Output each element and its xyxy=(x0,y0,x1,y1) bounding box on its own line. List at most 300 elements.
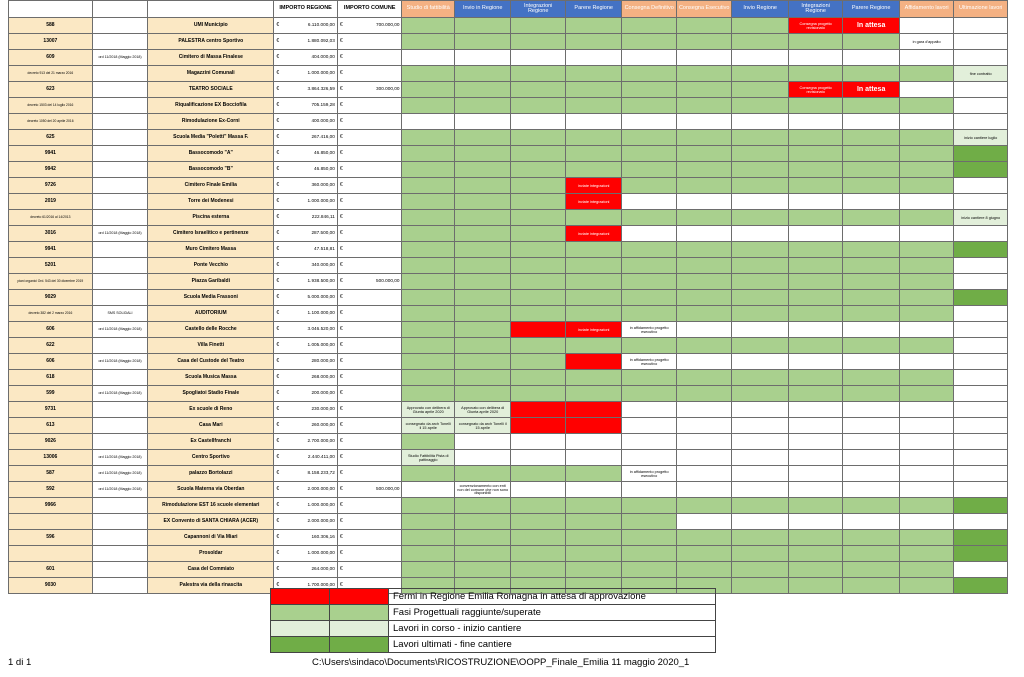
row-phase-4-cell xyxy=(622,418,676,434)
row-id-cell: 3016 xyxy=(9,226,93,242)
row-phase-2-cell xyxy=(511,146,565,162)
row-phase-7-cell xyxy=(788,258,842,274)
row-phase-8-cell xyxy=(843,258,900,274)
legend-swatch xyxy=(271,589,330,605)
row-com-euro-sign: € xyxy=(337,450,345,466)
row-phase-5-cell xyxy=(676,466,731,482)
row-importo-regione: 404.000,00 xyxy=(282,50,337,66)
table-row xyxy=(9,146,1008,162)
table-row xyxy=(9,178,1008,194)
row-reg-euro-sign: € xyxy=(274,274,282,290)
row-phase-1-cell xyxy=(454,226,511,242)
row-phase-6-cell xyxy=(732,546,789,562)
row-phase-3-cell xyxy=(565,466,622,482)
row-phase-2-cell xyxy=(511,290,565,306)
row-phase-4-cell: in affidamento progetto esecutivo xyxy=(622,354,676,370)
row-phase-1-cell: Approvato con delibera di Giunta aprile 2020 xyxy=(454,402,511,418)
row-importo-comune xyxy=(345,130,402,146)
row-phase-5-cell xyxy=(676,402,731,418)
row-importo-regione: 8.158.233,72 xyxy=(282,466,337,482)
row-com-euro-sign: € xyxy=(337,546,345,562)
row-com-euro-sign: € xyxy=(337,418,345,434)
row-importo-regione: 340.000,00 xyxy=(282,258,337,274)
row-phase-6-cell xyxy=(732,306,789,322)
row-phase-9-cell xyxy=(899,514,953,530)
row-phase-4-cell xyxy=(622,530,676,546)
row-importo-comune xyxy=(345,546,402,562)
row-phase-1-cell xyxy=(454,514,511,530)
row-id-cell: 587 xyxy=(9,466,93,482)
row-phase-8-cell xyxy=(843,386,900,402)
row-phase-3-cell xyxy=(565,434,622,450)
row-phase-10-cell xyxy=(954,98,1008,114)
row-id-cell xyxy=(9,546,93,562)
row-phase-8-cell xyxy=(843,498,900,514)
row-phase-4-cell xyxy=(622,402,676,418)
row-id-cell: 609 xyxy=(9,50,93,66)
row-phase-9-cell xyxy=(899,434,953,450)
table-row xyxy=(9,466,1008,482)
row-phase-2-cell xyxy=(511,418,565,434)
row-phase-7-cell xyxy=(788,98,842,114)
row-phase-6-cell xyxy=(732,50,789,66)
row-phase-8-cell xyxy=(843,578,900,594)
row-phase-5-cell xyxy=(676,82,731,98)
row-phase-0-cell xyxy=(402,146,454,162)
row-phase-8-cell xyxy=(843,402,900,418)
row-importo-comune xyxy=(345,226,402,242)
row-phase-7-cell xyxy=(788,146,842,162)
row-name-cell: Riqualificazione EX Bocciofila xyxy=(148,98,274,114)
row-importo-comune xyxy=(345,402,402,418)
row-phase-3-cell xyxy=(565,114,622,130)
row-phase-3-cell xyxy=(565,562,622,578)
row-phase-3-cell xyxy=(565,290,622,306)
row-phase-8-cell xyxy=(843,546,900,562)
row-importo-comune xyxy=(345,530,402,546)
row-phase-10-cell xyxy=(954,258,1008,274)
row-phase-2-cell xyxy=(511,226,565,242)
row-reg-euro-sign: € xyxy=(274,498,282,514)
row-phase-10-cell xyxy=(954,562,1008,578)
row-phase-8-cell xyxy=(843,370,900,386)
row-phase-5-cell xyxy=(676,162,731,178)
row-importo-comune: 700.000,00 xyxy=(345,18,402,34)
row-phase-5-cell xyxy=(676,530,731,546)
row-note-cell xyxy=(92,562,147,578)
header-phase-4: Consegna Definitivo xyxy=(622,1,676,18)
row-id-cell: decreto 1050 del 20 aprile 2016 xyxy=(9,114,93,130)
row-note-cell xyxy=(92,546,147,562)
row-note-cell xyxy=(92,98,147,114)
row-phase-4-cell xyxy=(622,178,676,194)
row-phase-5-cell xyxy=(676,18,731,34)
row-phase-0-cell xyxy=(402,386,454,402)
row-importo-regione: 47.518,81 xyxy=(282,242,337,258)
row-phase-4-cell xyxy=(622,370,676,386)
header-phase-9: Affidamento lavori xyxy=(899,1,953,18)
row-phase-8-cell xyxy=(843,130,900,146)
row-phase-9-cell xyxy=(899,50,953,66)
row-phase-0-cell xyxy=(402,290,454,306)
row-phase-3-cell: inviate integrazioni xyxy=(565,226,622,242)
row-reg-euro-sign: € xyxy=(274,50,282,66)
row-com-euro-sign: € xyxy=(337,18,345,34)
table-row xyxy=(9,562,1008,578)
table-row xyxy=(9,290,1008,306)
row-com-euro-sign: € xyxy=(337,82,345,98)
row-name-cell: Ponte Vecchio xyxy=(148,258,274,274)
row-phase-0-cell xyxy=(402,82,454,98)
row-phase-3-cell xyxy=(565,242,622,258)
row-phase-7-cell xyxy=(788,386,842,402)
row-note-cell xyxy=(92,178,147,194)
row-phase-1-cell xyxy=(454,50,511,66)
row-phase-10-cell xyxy=(954,370,1008,386)
row-phase-6-cell xyxy=(732,530,789,546)
row-phase-1-cell xyxy=(454,130,511,146)
row-phase-8-cell xyxy=(843,306,900,322)
row-reg-euro-sign: € xyxy=(274,34,282,50)
row-reg-euro-sign: € xyxy=(274,242,282,258)
header-phase-10: Ultimazione lavori xyxy=(954,1,1008,18)
row-name-cell: Cimitero Finale Emilia xyxy=(148,178,274,194)
row-phase-0-cell xyxy=(402,34,454,50)
row-phase-5-cell xyxy=(676,258,731,274)
row-phase-5-cell xyxy=(676,50,731,66)
row-phase-9-cell xyxy=(899,66,953,82)
row-com-euro-sign: € xyxy=(337,514,345,530)
row-phase-9-cell xyxy=(899,290,953,306)
row-phase-2-cell xyxy=(511,386,565,402)
row-name-cell: Casa Mari xyxy=(148,418,274,434)
row-name-cell: EX Convento di SANTA CHIARA (ACER) xyxy=(148,514,274,530)
row-phase-9-cell xyxy=(899,18,953,34)
row-phase-8-cell xyxy=(843,514,900,530)
row-phase-6-cell xyxy=(732,18,789,34)
row-phase-2-cell xyxy=(511,306,565,322)
row-phase-10-cell xyxy=(954,354,1008,370)
row-note-cell xyxy=(92,242,147,258)
row-reg-euro-sign: € xyxy=(274,482,282,498)
row-phase-4-cell xyxy=(622,162,676,178)
row-reg-euro-sign: € xyxy=(274,466,282,482)
row-phase-6-cell xyxy=(732,482,789,498)
row-phase-4-cell xyxy=(622,82,676,98)
row-importo-comune xyxy=(345,162,402,178)
row-phase-9-cell xyxy=(899,354,953,370)
row-phase-6-cell xyxy=(732,258,789,274)
row-phase-2-cell xyxy=(511,370,565,386)
row-phase-1-cell xyxy=(454,66,511,82)
row-phase-7-cell xyxy=(788,514,842,530)
row-id-cell: 9942 xyxy=(9,162,93,178)
table-row xyxy=(9,514,1008,530)
row-phase-9-cell xyxy=(899,226,953,242)
row-phase-6-cell xyxy=(732,402,789,418)
row-phase-4-cell xyxy=(622,482,676,498)
row-phase-3-cell xyxy=(565,98,622,114)
row-importo-regione: 46.850,00 xyxy=(282,162,337,178)
row-note-cell xyxy=(92,162,147,178)
row-com-euro-sign: € xyxy=(337,466,345,482)
row-note-cell xyxy=(92,434,147,450)
row-phase-4-cell xyxy=(622,450,676,466)
table-row xyxy=(9,546,1008,562)
table-row xyxy=(9,530,1008,546)
row-phase-6-cell xyxy=(732,194,789,210)
row-phase-1-cell xyxy=(454,114,511,130)
row-phase-10-cell xyxy=(954,402,1008,418)
row-phase-4-cell: in affidamento progetto esecutivo xyxy=(622,322,676,338)
row-com-euro-sign: € xyxy=(337,226,345,242)
row-phase-1-cell xyxy=(454,194,511,210)
row-phase-6-cell xyxy=(732,130,789,146)
row-reg-euro-sign: € xyxy=(274,226,282,242)
row-importo-comune xyxy=(345,386,402,402)
row-id-cell: 618 xyxy=(9,370,93,386)
row-phase-5-cell xyxy=(676,98,731,114)
row-phase-9-cell xyxy=(899,114,953,130)
row-com-euro-sign: € xyxy=(337,578,345,594)
row-reg-euro-sign: € xyxy=(274,178,282,194)
row-phase-9-cell xyxy=(899,418,953,434)
row-phase-0-cell xyxy=(402,210,454,226)
row-com-euro-sign: € xyxy=(337,274,345,290)
row-id-cell: 613 xyxy=(9,418,93,434)
row-name-cell: Bassocomodo "A" xyxy=(148,146,274,162)
row-phase-10-cell xyxy=(954,450,1008,466)
header-phase-0: Studio di fattibilità xyxy=(402,1,454,18)
row-phase-0-cell xyxy=(402,98,454,114)
header-importo-regione: IMPORTO REGIONE xyxy=(274,1,338,18)
row-phase-6-cell xyxy=(732,66,789,82)
row-phase-1-cell xyxy=(454,146,511,162)
row-phase-6-cell xyxy=(732,418,789,434)
row-name-cell: Spogliatoi Stadio Finale xyxy=(148,386,274,402)
row-phase-5-cell xyxy=(676,130,731,146)
row-phase-0-cell xyxy=(402,130,454,146)
row-phase-6-cell xyxy=(732,578,789,594)
row-phase-0-cell xyxy=(402,482,454,498)
row-name-cell: palazzo Bortolazzi xyxy=(148,466,274,482)
row-phase-3-cell: inviate integrazioni xyxy=(565,322,622,338)
row-phase-7-cell xyxy=(788,562,842,578)
row-phase-3-cell xyxy=(565,354,622,370)
row-phase-1-cell xyxy=(454,178,511,194)
row-id-cell: 13007 xyxy=(9,34,93,50)
row-name-cell: Capannoni di Via Miari xyxy=(148,530,274,546)
row-phase-9-cell xyxy=(899,82,953,98)
row-id-cell: 9966 xyxy=(9,498,93,514)
row-phase-4-cell xyxy=(622,50,676,66)
row-phase-6-cell xyxy=(732,514,789,530)
row-phase-8-cell: In attesa xyxy=(843,82,900,98)
row-phase-8-cell xyxy=(843,354,900,370)
row-id-cell: 625 xyxy=(9,130,93,146)
row-phase-6-cell xyxy=(732,98,789,114)
row-phase-3-cell xyxy=(565,18,622,34)
row-name-cell: Villa Finetti xyxy=(148,338,274,354)
row-phase-0-cell xyxy=(402,306,454,322)
row-phase-8-cell xyxy=(843,242,900,258)
row-phase-6-cell xyxy=(732,498,789,514)
row-com-euro-sign: € xyxy=(337,146,345,162)
table-row xyxy=(9,274,1008,290)
legend-label: Fasi Progettuali raggiunte/superate xyxy=(389,605,716,621)
header-phase-6: Invio Regione xyxy=(732,1,789,18)
row-phase-10-cell xyxy=(954,498,1008,514)
row-phase-7-cell xyxy=(788,130,842,146)
row-phase-7-cell xyxy=(788,546,842,562)
row-importo-comune xyxy=(345,498,402,514)
table-row xyxy=(9,130,1008,146)
row-name-cell: UMI Municipio xyxy=(148,18,274,34)
row-reg-euro-sign: € xyxy=(274,514,282,530)
row-phase-8-cell xyxy=(843,162,900,178)
row-note-cell: ord 11/2018 (Maggio 2018) xyxy=(92,226,147,242)
row-name-cell: Rimodulazione Ex-Corni xyxy=(148,114,274,130)
page-indicator: 1 di 1 xyxy=(8,657,32,668)
legend-label: Lavori ultimati - fine cantiere xyxy=(389,637,716,653)
row-phase-10-cell: inizio cantiere luglio xyxy=(954,130,1008,146)
row-phase-0-cell xyxy=(402,226,454,242)
row-name-cell: Ex scuole di Reno xyxy=(148,402,274,418)
row-phase-8-cell xyxy=(843,450,900,466)
row-phase-5-cell xyxy=(676,34,731,50)
row-importo-comune xyxy=(345,434,402,450)
row-phase-9-cell xyxy=(899,338,953,354)
row-phase-10-cell xyxy=(954,530,1008,546)
row-phase-4-cell xyxy=(622,514,676,530)
row-phase-2-cell xyxy=(511,98,565,114)
row-note-cell xyxy=(92,402,147,418)
table-row xyxy=(9,162,1008,178)
row-phase-7-cell xyxy=(788,242,842,258)
row-note-cell xyxy=(92,578,147,594)
row-phase-4-cell xyxy=(622,338,676,354)
row-phase-0-cell xyxy=(402,514,454,530)
row-id-cell: 606 xyxy=(9,322,93,338)
row-importo-regione: 264.000,00 xyxy=(282,562,337,578)
row-importo-regione: 268.000,00 xyxy=(282,370,337,386)
row-com-euro-sign: € xyxy=(337,210,345,226)
row-phase-8-cell xyxy=(843,98,900,114)
row-phase-9-cell xyxy=(899,546,953,562)
row-name-cell: Piscina esterna xyxy=(148,210,274,226)
table-row xyxy=(9,114,1008,130)
row-phase-9-cell xyxy=(899,130,953,146)
table-row xyxy=(9,66,1008,82)
row-phase-3-cell xyxy=(565,50,622,66)
row-phase-3-cell xyxy=(565,274,622,290)
row-phase-8-cell xyxy=(843,434,900,450)
row-phase-0-cell xyxy=(402,434,454,450)
row-phase-0-cell xyxy=(402,530,454,546)
row-phase-8-cell xyxy=(843,66,900,82)
row-phase-1-cell xyxy=(454,354,511,370)
row-note-cell xyxy=(92,370,147,386)
row-phase-0-cell xyxy=(402,274,454,290)
row-phase-3-cell xyxy=(565,482,622,498)
row-phase-6-cell xyxy=(732,562,789,578)
header-phase-1: Invio in Regione xyxy=(454,1,511,18)
row-phase-4-cell xyxy=(622,66,676,82)
row-phase-2-cell xyxy=(511,338,565,354)
row-com-euro-sign: € xyxy=(337,434,345,450)
legend-swatch xyxy=(271,605,330,621)
row-id-cell xyxy=(9,514,93,530)
row-phase-0-cell xyxy=(402,50,454,66)
row-reg-euro-sign: € xyxy=(274,546,282,562)
row-note-cell: SMS SOLIDALI xyxy=(92,306,147,322)
row-phase-6-cell xyxy=(732,34,789,50)
row-phase-10-cell xyxy=(954,322,1008,338)
row-phase-6-cell xyxy=(732,354,789,370)
row-com-euro-sign: € xyxy=(337,562,345,578)
row-phase-9-cell xyxy=(899,274,953,290)
row-phase-2-cell xyxy=(511,546,565,562)
row-phase-9-cell xyxy=(899,578,953,594)
row-phase-10-cell xyxy=(954,482,1008,498)
table-row xyxy=(9,50,1008,66)
row-phase-0-cell xyxy=(402,178,454,194)
row-importo-regione: 267.416,00 xyxy=(282,130,337,146)
row-phase-8-cell xyxy=(843,530,900,546)
row-phase-6-cell xyxy=(732,226,789,242)
row-reg-euro-sign: € xyxy=(274,82,282,98)
row-phase-1-cell: consegnato da arch Tonelli il 15 aprile xyxy=(454,418,511,434)
row-phase-10-cell xyxy=(954,178,1008,194)
row-com-euro-sign: € xyxy=(337,178,345,194)
row-com-euro-sign: € xyxy=(337,482,345,498)
legend-swatch xyxy=(271,621,330,637)
row-phase-6-cell xyxy=(732,450,789,466)
row-reg-euro-sign: € xyxy=(274,98,282,114)
row-id-cell: decreto 61/2016 al 14/2013 xyxy=(9,210,93,226)
row-id-cell: decreto 382 del 2 marzo 2016 xyxy=(9,306,93,322)
row-note-cell xyxy=(92,210,147,226)
table-row xyxy=(9,242,1008,258)
row-phase-5-cell xyxy=(676,210,731,226)
row-id-cell: 9941 xyxy=(9,242,93,258)
row-phase-10-cell xyxy=(954,274,1008,290)
row-phase-8-cell: In attesa xyxy=(843,18,900,34)
row-phase-9-cell xyxy=(899,466,953,482)
row-phase-5-cell xyxy=(676,178,731,194)
row-com-euro-sign: € xyxy=(337,258,345,274)
row-phase-3-cell xyxy=(565,146,622,162)
table-row xyxy=(9,210,1008,226)
row-phase-9-cell xyxy=(899,386,953,402)
row-phase-10-cell xyxy=(954,146,1008,162)
row-importo-regione: 1.100.000,00 xyxy=(282,306,337,322)
row-phase-10-cell xyxy=(954,34,1008,50)
row-importo-comune xyxy=(345,194,402,210)
row-phase-0-cell xyxy=(402,562,454,578)
legend-swatch xyxy=(330,637,389,653)
row-note-cell xyxy=(92,82,147,98)
row-phase-7-cell xyxy=(788,402,842,418)
row-note-cell: ord 11/2018 (Maggio 2018) xyxy=(92,466,147,482)
row-phase-5-cell xyxy=(676,354,731,370)
row-importo-comune xyxy=(345,338,402,354)
row-phase-7-cell xyxy=(788,50,842,66)
row-reg-euro-sign: € xyxy=(274,402,282,418)
row-phase-5-cell xyxy=(676,146,731,162)
row-importo-regione: 222.846,11 xyxy=(282,210,337,226)
row-phase-8-cell xyxy=(843,466,900,482)
